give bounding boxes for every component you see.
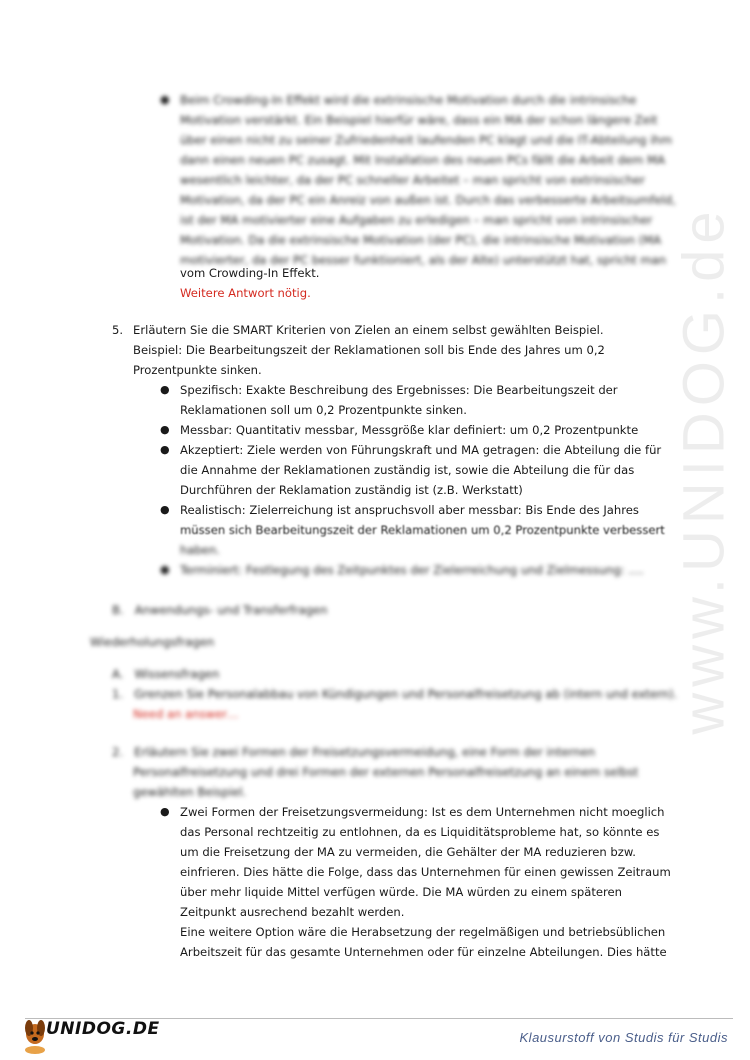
bullet-text: die Annahme der Reklamationen zuständig ist, sowie die Abteilung die für das [180,463,635,477]
bullet-dot: ● [160,423,170,436]
blurred-text: Personalfreisetzung und drei Formen der externen Personalfreisetzung an einem selbst [133,765,639,779]
bullet-text: Zwei Formen der Freisetzungsvermeidung: Ist es dem Unternehmen nicht moeglich [180,805,665,819]
bullet-text: Spezifisch: Exakte Beschreibung des Ergebnisses: Die Bearbeitungszeit der [180,383,618,397]
example-text: Prozentpunkte sinken. [133,363,262,377]
bullet-dot: ● [160,443,170,456]
blurred-heading: A. Wissensfragen [112,667,220,681]
bullet-text: Reklamationen soll um 0,2 Prozentpunkte sinken. [180,403,467,417]
blurred-text: 2. Erläutern Sie zwei Formen der Freisetzungsvermeidung, eine Form der internen [112,745,596,759]
blurred-text: haben. [180,543,220,557]
red-note: Weitere Antwort nötig. [180,286,311,300]
bullet-text: einfrieren. Dies hätte die Folge, dass das Unternehmen für einen gewissen Zeitraum [180,865,671,879]
blurred-red-note: Need an answer… [133,707,239,721]
bullet-text: Realistisch: Zielerreichung ist anspruchsvoll aber messbar: Bis Ende des Jahres [180,503,639,517]
bullet-text: um die Freisetzung der MA zu vermeiden, die Gehälter der MA reduzieren bzw. [180,845,636,859]
bullet-dot: ● [160,383,170,396]
body-text: vom Crowding-In Effekt. [180,266,320,280]
question-text: Erläutern Sie die SMART Kriterien von Zielen an einem selbst gewählten Beispiel. [133,323,604,337]
example-text: Beispiel: Die Bearbeitungszeit der Reklamationen soll bis Ende des Jahres um 0,2 [133,343,605,357]
blurred-text: Motivation, da der PC ein Anreiz von außen ist. Durch das verbesserte Arbeitsumfeld, [180,193,676,207]
bullet-dot: ● [160,93,170,106]
bullet-text: Arbeitszeit für das gesamte Unternehmen oder für einzelne Abteilungen. Dies hätte [180,945,667,959]
blurred-heading: Wiederholungsfragen [90,635,215,649]
blurred-text: 1. Grenzen Sie Personalabbau von Kündigungen und Personalfreisetzung ab (intern und extern). [112,687,678,701]
watermark: www.UNIDOG.de [671,205,737,735]
footer-tagline: Klausurstoff von Studis für Studis [519,1030,728,1045]
blurred-text: motivierter, da der PC besser funktioniert, als der Alte) unterstützt hat, spricht man [180,253,667,267]
blurred-text: gewählten Beispiel. [133,785,247,799]
bullet-dot: ● [160,503,170,516]
question-number: 5. [112,323,124,337]
blurred-text: Motivation verstärkt. Ein Beispiel hierfür wäre, dass ein MA der schon längere Zeit [180,113,658,127]
bullet-text: Durchführen der Reklamation zuständig ist (z.B. Werkstatt) [180,483,523,497]
bullet-text: über mehr liquide Mittel verfügen würde. Die MA würden zu einem späteren [180,885,623,899]
bullet-dot: ● [160,563,170,576]
blurred-text: über einen nicht zu seiner Zufriedenheit laufenden PC klagt und die IT-Abteilung ihm [180,133,673,147]
bullet-text: Akzeptiert: Ziele werden von Führungskraft und MA getragen: die Abteilung die für [180,443,662,457]
blurred-text: Beim Crowding-In Effekt wird die extrinsische Motivation durch die intrinsische [180,93,637,107]
blurred-heading: B. Anwendungs- und Transferfragen [112,603,328,617]
blurred-text: ist der MA motivierter eine Aufgaben zu erledigen – man spricht von intrinsischer [180,213,653,227]
blurred-text: Terminiert: Festlegung des Zeitpunktes der Zielerreichung und Zielmessung: …. [180,563,644,577]
blurred-text: dann einen neuen PC zusagt. Mit Installation des neuen PCs fällt die Arbeit dem MA [180,153,666,167]
bullet-text: das Personal rechtzeitig zu entlohnen, da es Liquiditätsprobleme hat, so könnte es [180,825,660,839]
logo-text: UNIDOG.DE [46,1019,160,1039]
bullet-text: müssen sich Bearbeitungszeit der Reklamationen um 0,2 Prozentpunkte verbessert [180,523,665,537]
bullet-text: Messbar: Quantitativ messbar, Messgröße klar definiert: um 0,2 Prozentpunkte [180,423,639,437]
bullet-text: Zeitpunkt ausrechend bezahlt werden. [180,905,405,919]
bullet-dot: ● [160,805,170,818]
bullet-text: Eine weitere Option wäre die Herabsetzung der regelmäßigen und betriebsüblichen [180,925,666,939]
blurred-text: Motivation. Da die extrinsische Motivation (der PC), die intrinsische Motivation (MA [180,233,662,247]
blurred-text: wesentlich leichter, da der PC schneller Arbeitet – man spricht von extrinsischer [180,173,645,187]
